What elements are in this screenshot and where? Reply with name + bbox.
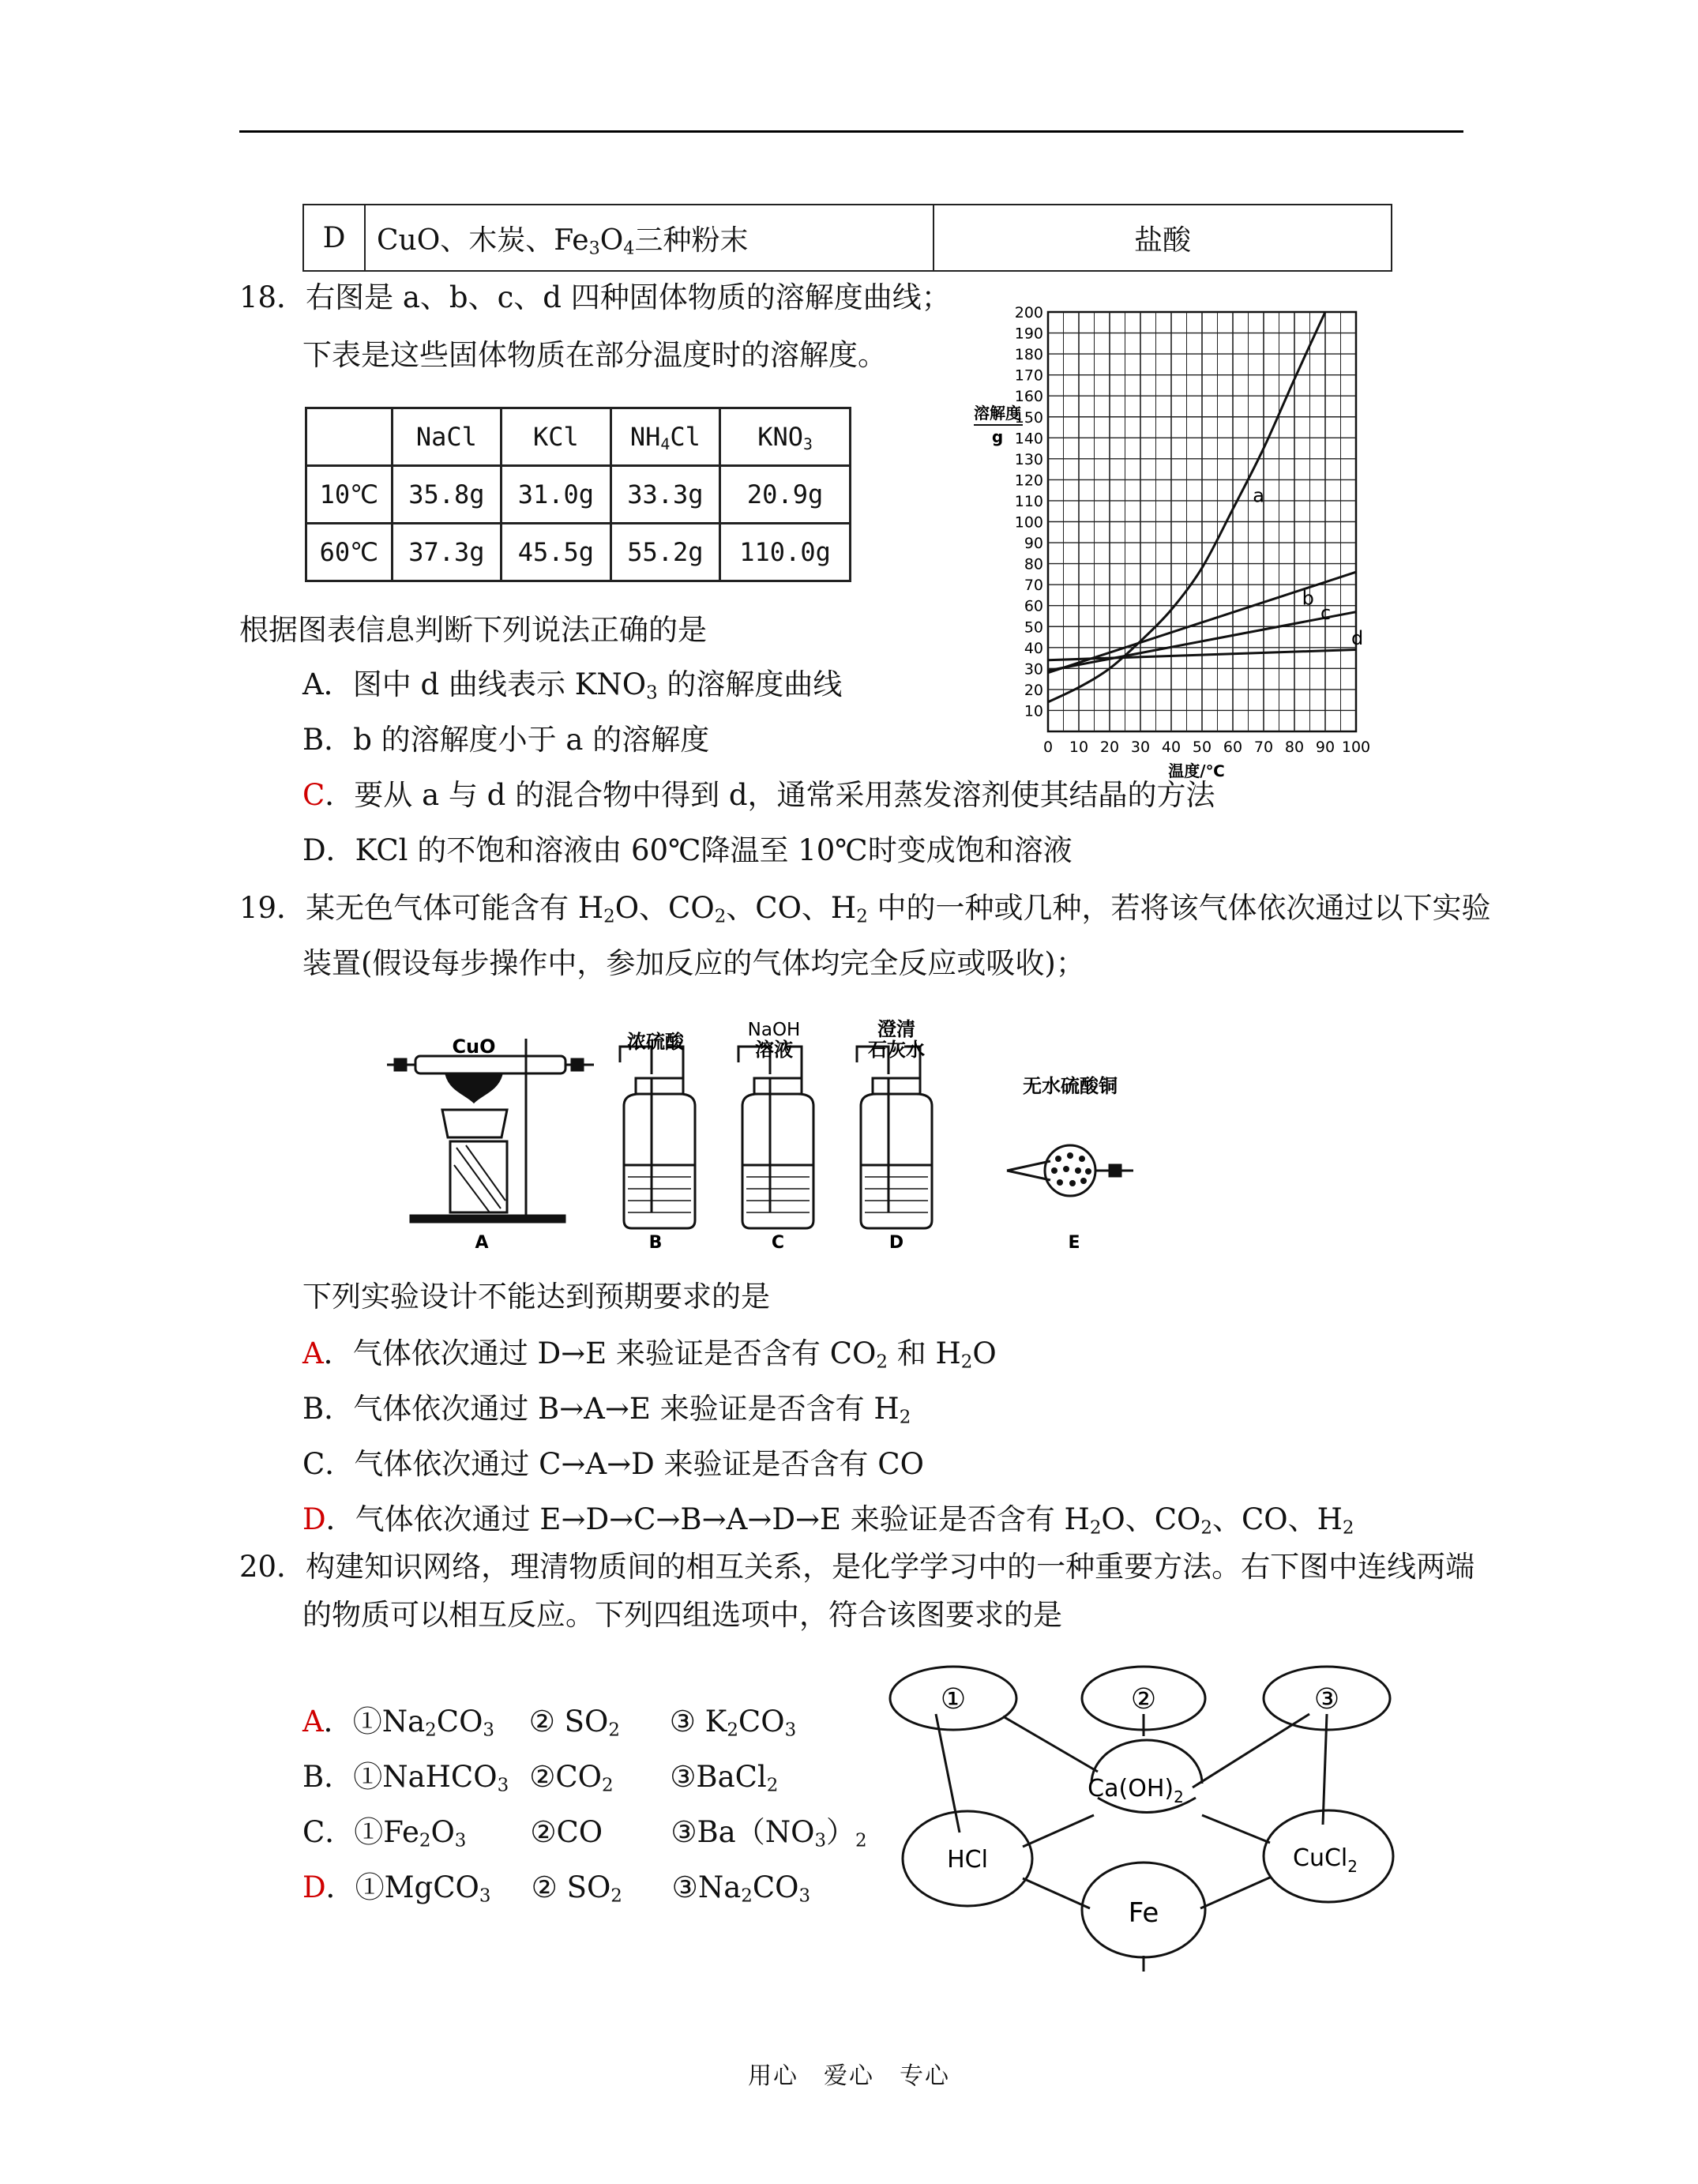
reagent-label-b: 浓硫酸 [627, 1031, 684, 1053]
option-letter: D [302, 833, 326, 867]
reagent-label-a: CuO [452, 1036, 496, 1058]
option-letter: D [302, 1502, 326, 1536]
y-tick-label: 120 [1014, 472, 1043, 490]
reagent-label-c-line1: NaOH [747, 1020, 801, 1040]
apparatus-letter-d: D [888, 1233, 904, 1253]
option-letter: C [302, 1815, 325, 1849]
node-cucl2-label: CuCl$_2$ [1293, 1844, 1358, 1876]
option-text: ．气体依次通过 D→E 来验证是否含有 $CO_2$ 和 $H_2O$ [323, 1336, 997, 1373]
option-letter: A [302, 667, 324, 701]
option-item-1: ．$①Na_2CO_3$ [323, 1705, 495, 1741]
series-label-c: c [1320, 601, 1332, 624]
option-item-3: $③Na_2CO_3$ [671, 1870, 811, 1907]
y-tick-label: 10 [1024, 702, 1043, 720]
option-text: ．气体依次通过 C→A→D 来验证是否含有 CO [325, 1447, 924, 1481]
y-axis-label-bottom: g [991, 427, 1004, 446]
option-letter: A [302, 1336, 324, 1370]
chart-grid [1048, 312, 1356, 731]
table-cell: 55.2g [610, 524, 720, 581]
apparatus-letter-c: C [771, 1233, 785, 1253]
y-tick-label: 70 [1024, 577, 1043, 595]
q19-stem-line2: 装置(假设每步操作中，参加反应的气体均完全反应或吸收)； [302, 946, 1085, 980]
x-tick-label: 40 [1161, 739, 1181, 756]
y-tick-label: 180 [1014, 346, 1043, 364]
option-item-2: ② $SO_2$ [531, 1870, 622, 1907]
y-tick-label: 160 [1014, 388, 1043, 406]
q18-option-d [302, 833, 1073, 868]
series-label-d: d [1351, 626, 1364, 649]
table-cell: 33.3g [610, 466, 720, 524]
table-cell: 20.9g [720, 466, 851, 524]
option-item-1: ．①NaHCO$_3$ [324, 1760, 509, 1796]
apparatus-letter-e: E [1068, 1233, 1080, 1253]
x-tick-label: 80 [1284, 739, 1305, 756]
q19-option-d [302, 1502, 1354, 1537]
node-1-label: ① [940, 1683, 967, 1716]
x-tick-label: 30 [1130, 739, 1151, 756]
option-letter: B [302, 1760, 325, 1794]
y-tick-label: 50 [1024, 618, 1043, 637]
apparatus-d [857, 1047, 932, 1228]
reagent-label-c-line2: 溶液 [755, 1039, 793, 1061]
option-item-3: ③ $K_2CO_3$ [669, 1705, 797, 1741]
table-cell: 37.3g [392, 524, 502, 581]
reaction-network-diagram [861, 1657, 1437, 1973]
option-letter: C [302, 778, 325, 812]
y-tick-label: 190 [1014, 325, 1043, 343]
node-3-label: ③ [1313, 1683, 1340, 1716]
edge-fe-cucl2 [1200, 1877, 1272, 1908]
solubility-chart [960, 292, 1390, 782]
q18-option-a [302, 667, 842, 702]
x-tick-label: 20 [1099, 739, 1120, 756]
y-tick-label: 200 [1014, 304, 1043, 321]
node-caoh2-label: $Ca(OH)_2$ [1088, 1775, 1184, 1806]
table-cell: NaCl [392, 408, 502, 466]
option-item-3: ③BaCl$_2$ [670, 1760, 779, 1796]
series-label-a: a [1253, 484, 1264, 507]
q18-option-c [302, 778, 1215, 813]
option-item-1: ．①MgCO$_3$ [325, 1870, 491, 1907]
y-tick-label: 60 [1024, 597, 1043, 615]
reagent-label-e: 无水硫酸铜 [1023, 1075, 1118, 1097]
reagent-label-d-line2: 石灰水 [868, 1039, 925, 1061]
chart-series [1048, 312, 1363, 702]
q20-stem-line2: 的物质可以相互反应。下列四组选项中，符合该图要求的是 [302, 1598, 1062, 1632]
y-tick-label: 110 [1014, 492, 1043, 510]
table-cell: KCl [502, 408, 611, 466]
y-tick-label: 170 [1014, 367, 1043, 385]
edge-hcl-caoh2 [1023, 1815, 1094, 1847]
edge-hcl-fe [1023, 1878, 1090, 1908]
q20-option-d [302, 1870, 810, 1905]
option-text: ．要从 a 与 d 的混合物中得到 d，通常采用蒸发溶剂使其结晶的方法 [325, 778, 1215, 812]
reagent-table-row-d [302, 204, 1392, 272]
q18-prompt: 根据图表信息判断下列说法正确的是 [239, 613, 707, 647]
option-text: ．气体依次通过 B→A→E 来验证是否含有 $H_2$ [324, 1392, 911, 1428]
table-cell: $NH_4Cl$ [610, 408, 720, 466]
y-tick-label: 40 [1024, 639, 1043, 657]
table-cell: 110.0g [720, 524, 851, 581]
q20-stem-line1: 20．构建知识网络，理清物质间的相互关系，是化学学习中的一种重要方法。右下图中连线两端 [239, 1550, 1475, 1584]
x-tick-label: 60 [1223, 739, 1243, 756]
option-letter: C [302, 1447, 325, 1481]
q20-option-a [302, 1705, 796, 1739]
node-fe-label: Fe [1128, 1897, 1159, 1929]
edge-1-caoh2 [1003, 1716, 1098, 1772]
option-letter: B [302, 723, 325, 757]
option-text: ．b 的溶解度小于 a 的溶解度 [324, 723, 710, 757]
option-text: ．KCl 的不饱和溶液由 60℃降温至 10℃时变成饱和溶液 [325, 833, 1073, 867]
table-header-row [306, 408, 851, 466]
table-cell: 45.5g [502, 524, 611, 581]
apparatus-e [1007, 1145, 1133, 1196]
q19-prompt: 下列实验设计不能达到预期要求的是 [302, 1280, 770, 1314]
substances-cell: CuO、木炭、$Fe_3O_4$三种粉末 [365, 205, 934, 271]
table-row [306, 466, 851, 524]
apparatus-letter-a: A [475, 1233, 489, 1253]
q19-stem-line1: 19．某无色气体可能含有 $H_2O$、$CO_2$、CO、$H_2$ 中的一种或几种，若将该气体依次通过以下实验 [239, 891, 1491, 927]
q19-option-c [302, 1447, 924, 1482]
q19-option-a [302, 1336, 997, 1371]
y-tick-label: 30 [1024, 660, 1043, 679]
x-tick-label: 50 [1192, 739, 1212, 756]
y-tick-label: 140 [1014, 430, 1043, 448]
q18-stem-line2: 下表是这些固体物质在部分温度时的溶解度。 [302, 338, 887, 372]
option-item-2: ②CO [530, 1815, 603, 1849]
table-cell: 31.0g [502, 466, 611, 524]
table-cell: 35.8g [392, 466, 502, 524]
y-tick-label: 150 [1014, 408, 1043, 427]
apparatus-diagram [371, 1015, 1161, 1276]
option-item-1: ．$①Fe_2O_3$ [325, 1815, 467, 1851]
reagent-cell: 盐酸 [934, 205, 1392, 271]
option-text: ．图中 d 曲线表示 $KNO_3$ 的溶解度曲线 [323, 667, 843, 704]
table-cell: $KNO_3$ [720, 408, 851, 466]
table-row [306, 524, 851, 581]
apparatus-b [620, 1047, 695, 1228]
q19-option-b [302, 1392, 911, 1427]
row-label: D [303, 205, 365, 271]
y-axis-label-top: 溶解度 [974, 404, 1021, 423]
table-cell [306, 408, 393, 466]
option-letter: D [302, 1870, 326, 1904]
solubility-table [305, 407, 851, 582]
option-item-2: ② $SO_2$ [528, 1705, 620, 1741]
y-tick-label: 20 [1024, 681, 1043, 699]
node-2-label: ② [1130, 1683, 1157, 1716]
y-tick-label: 80 [1024, 555, 1043, 573]
q18-option-b [302, 723, 709, 757]
y-tick-label: 130 [1014, 450, 1043, 468]
option-letter: A [302, 1705, 324, 1739]
y-tick-label: 100 [1014, 513, 1043, 532]
option-letter: B [302, 1392, 325, 1426]
apparatus-letter-b: B [648, 1233, 663, 1253]
q18-stem-line1: 18．右图是 a、b、c、d 四种固体物质的溶解度曲线； [239, 280, 951, 314]
page-footer: 用心 爱心 专心 [748, 2062, 950, 2090]
x-axis-label: 温度/℃ [1168, 761, 1225, 780]
option-text: ．气体依次通过 E→D→C→B→A→D→E 来验证是否含有 $H_2O$、$CO_2$、CO、$H_2$ [325, 1502, 1354, 1539]
x-tick-label: 70 [1253, 739, 1274, 756]
x-tick-label: 100 [1341, 739, 1371, 756]
reagent-label-d-line1: 澄清 [877, 1018, 915, 1040]
apparatus-c [738, 1047, 813, 1228]
table-cell: 10℃ [306, 466, 393, 524]
option-item-2: $②CO_2$ [529, 1760, 614, 1796]
x-tick-label: 10 [1069, 739, 1089, 756]
table-cell: 60℃ [306, 524, 393, 581]
apparatus-a [387, 1039, 594, 1222]
q20-option-c [302, 1815, 867, 1850]
q20-option-b [302, 1760, 778, 1795]
y-tick-label: 90 [1024, 535, 1043, 553]
x-tick-label: 90 [1315, 739, 1335, 756]
option-item-3: $③Ba(NO_3)_2$ [671, 1815, 867, 1851]
chart-ticks [1015, 304, 1370, 756]
series-label-b: b [1302, 587, 1314, 610]
edge-caoh2-cucl2 [1202, 1815, 1270, 1843]
header-rule [239, 130, 1463, 133]
x-tick-label: 0 [1042, 739, 1054, 756]
node-hcl-label: HCl [947, 1846, 988, 1874]
